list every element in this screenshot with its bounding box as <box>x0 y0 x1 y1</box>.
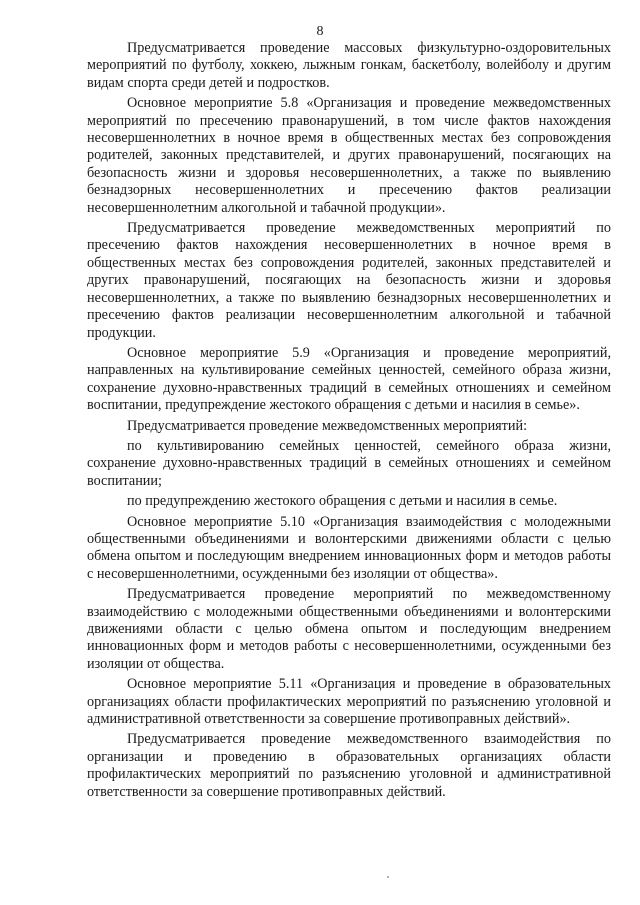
paragraph-violence-prevention-item: по предупреждению жестокого обращения с детьми и насилия в семье. <box>127 493 558 510</box>
page-number: 8 <box>316 24 324 39</box>
paragraph-measure-5-11-description: Предусматривается проведение межведомственного взаимодействия по организации и проведению в образовательных организациях области профилактических мероприятий по разъяснению уголовной и административной ответственности за совершение противоправных действий. <box>87 731 611 800</box>
paragraph-measure-5-9-intro: Предусматривается проведение межведомственных мероприятий: <box>127 417 528 434</box>
document-body <box>87 40 611 804</box>
scan-artifact <box>387 876 389 878</box>
paragraph-family-values-item: по культивированию семейных ценностей, семейного образа жизни, сохранение духовно-нравственных традиций в семейных отношениях и семейном воспитании; <box>87 437 611 489</box>
paragraph-measure-5-10-description: Предусматривается проведение мероприятий по межведомственному взаимодействию с молодежными общественными объединениями и волонтерскими движениями области с целью обмена опытом и последующим внедрением инновационных форм и методов работы с несовершеннолетними, осужденными без изоляции от общества. <box>87 586 611 672</box>
paragraph-measure-5-9: Основное мероприятие 5.9 «Организация и проведение мероприятий, направленных на культивирование семейных ценностей, семейного образа жизни, сохранение духовно-нравственных традиций в семейных отношениях и семейном воспитании, предупреждение жестокого обращения с детьми и насилия в семье». <box>87 344 611 414</box>
paragraph-measure-5-8-description: Предусматривается проведение межведомственных мероприятий по пресечению фактов нахождения несовершеннолетних в ночное время в общественных местах без сопровождения родителей, законных представителей и других правонарушений, посягающих на безопасность жизни и здоровья несовершеннолетних, а также по выявлению безнадзорных несовершеннолетних и пресечению фактов реализации несовершеннолетним алкогольной и табачной продукции. <box>87 220 611 341</box>
paragraph-sports-events: Предусматривается проведение массовых физкультурно-оздоровительных мероприятий по футболу, хоккею, лыжным гонкам, баскетболу, волейболу и другим видам спорта среди детей и подростков. <box>87 40 611 91</box>
paragraph-measure-5-10: Основное мероприятие 5.10 «Организация взаимодействия с молодежными общественными объединениями и волонтерскими движениями области с целью обмена опытом и последующим внедрением инновационных форм и методов работы с несовершеннолетними, осужденными без изоляции от общества». <box>87 513 611 582</box>
paragraph-measure-5-8: Основное мероприятие 5.8 «Организация и проведение межведомственных мероприятий по пресечению правонарушений, в том числе фактов нахождения несовершеннолетних в ночное время в общественных местах без сопровождения родителей, законных представителей, и других правонарушений, посягающих на безопасность жизни и здоровья несовершеннолетних, а также по выявлению безнадзорных несовершеннолетних и пресечению фактов реализации несовершеннолетним алкогольной и табачной продукции». <box>87 95 611 216</box>
paragraph-measure-5-11: Основное мероприятие 5.11 «Организация и проведение в образовательных организациях области профилактических мероприятий по разъяснению уголовной и административной ответственности за совершение противоправных действий». <box>87 676 611 728</box>
